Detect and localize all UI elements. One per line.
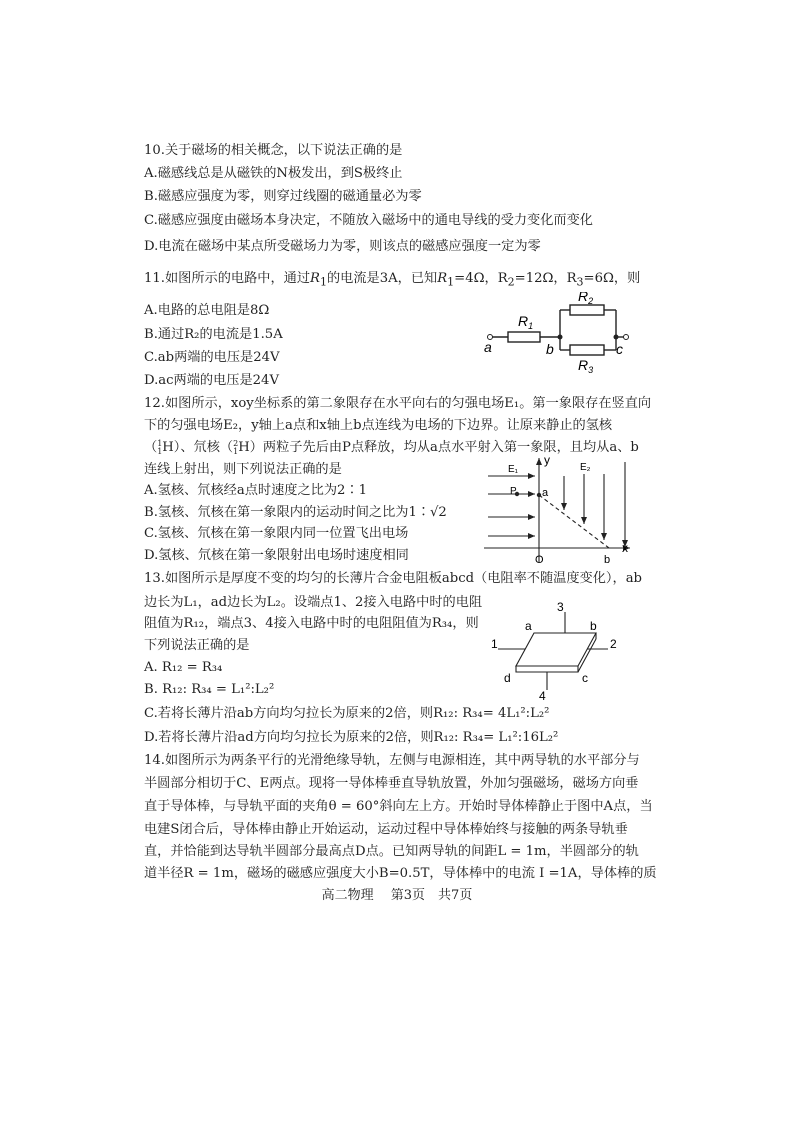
q13-option-b: B. R₁₂: R₃₄ = L₁²:L₂² [144, 682, 275, 697]
origin-label: O [535, 554, 544, 566]
q13-line-3: 阻值为R₁₂，端点3、4接入电路中时的电阻阻值为R₃₄，则 [144, 616, 479, 631]
q11-option-d: D.ac两端的电压是24V [144, 373, 279, 388]
terminal-3-label: 3 [557, 600, 564, 614]
q11-stem: 11.如图所示的电路中，通过$R_1$的电流是3A，已知$R_1=4\Omega$，$R_2=12\Omega$，$R_3=6\Omega$，则 [144, 271, 641, 289]
q11-circuit-diagram [478, 292, 648, 382]
q10-option-d: D.电流在磁场中某点所受磁场力为零，则该点的磁感应强度一定为零 [144, 239, 541, 254]
node-b-label: b [546, 341, 554, 357]
q10-option-b: B.磁感应强度为零，则穿过线圈的磁通量必为零 [144, 189, 422, 204]
q12-line-4: 连线上射出，则下列说法正确的是 [144, 462, 342, 477]
q13-line-2: 边长为L₁，ad边长为L₂。设端点1、2接入电路中时的电阻 [144, 595, 483, 610]
q14-line-2: 半圆部分相切于C、E两点。现将一导体棒垂直导轨放置，外加匀强磁场，磁场方向垂 [144, 776, 639, 791]
q14-line-5: 直，并恰能到达导轨半圆部分最高点D点。已知两导轨的间距L = 1m，半圆部分的轨 [144, 844, 639, 859]
node-a-label: a [484, 339, 492, 355]
q13-line-4: 下列说法正确的是 [144, 638, 250, 653]
q12-option-a: A.氢核、氘核经a点时速度之比为2∶1 [144, 483, 367, 498]
page-footer: 高二物理 第3页 共7页 [321, 888, 473, 903]
r2-label: $R_2$ [578, 292, 594, 306]
q13-option-a: A. R₁₂ = R₃₄ [144, 660, 223, 675]
q12-option-c: C.氢核、氘核在第一象限内同一位置飞出电场 [144, 526, 409, 541]
q10-option-c: C.磁感应强度由磁场本身决定，不随放入磁场中的通电导线的受力变化而变化 [144, 213, 593, 228]
q12-line-2: 下的匀强电场E₂，y轴上a点和x轴上b点连线为电场的下边界。让原来静止的氢核 [144, 418, 613, 433]
point-b-label: b [604, 554, 611, 566]
q13-option-d: D.若将长薄片沿ad方向均匀拉长为原来的2倍，则R₁₂: R₃₄= L₁²:16L₂² [144, 730, 559, 745]
q12-line-1: 12.如图所示，xoy坐标系的第二象限存在水平向右的匀强电场E₁。第一象限存在竖直向 [144, 396, 652, 411]
node-c-label: c [616, 341, 623, 357]
q11-option-b: B.通过R₂的电流是1.5A [144, 327, 283, 342]
hydrogen-isotope-numbers: 1 1 [157, 438, 163, 456]
point-a-label: a [542, 487, 549, 499]
e2-label: E₂ [580, 462, 591, 473]
x-axis-label: x [622, 541, 628, 555]
terminal-2-label: 2 [610, 637, 617, 651]
corner-b-label: b [590, 619, 597, 633]
q10-option-a: A.磁感线总是从磁铁的N极发出，到S极终止 [144, 166, 403, 181]
q12-line-3: （1 1H）、氘核（2 1H）两粒子先后由P点释放，均从a点水平射入第一象限，且均从a、b [144, 438, 639, 456]
e1-label: E₁ [508, 464, 519, 475]
corner-c-label: c [582, 671, 588, 685]
y-axis-label: y [544, 453, 550, 467]
q13-line-1: 13.如图所示是厚度不变的均匀的长薄片合金电阻板abcd（电阻率不随温度变化），ab [144, 571, 642, 586]
q11-option-a: A.电路的总电阻是8Ω [144, 303, 270, 318]
q14-line-6: 道半径R = 1m，磁场的磁感应强度大小B=0.5T，导体棒中的电流 I =1A，导体棒的质 [144, 866, 657, 881]
terminal-1-label: 1 [491, 637, 498, 651]
q12-option-d: D.氢核、氘核在第一象限射出电场时速度相同 [144, 548, 409, 563]
q14-line-3: 直于导体棒，与导轨平面的夹角θ = 60°斜向左上方。开始时导体棒静止于图中A点，当 [144, 799, 653, 814]
q12-field-diagram [480, 452, 640, 567]
corner-a-label: a [525, 619, 532, 633]
q10-stem: 10.关于磁场的相关概念，以下说法正确的是 [144, 143, 403, 158]
q13-option-c: C.若将长薄片沿ab方向均匀拉长为原来的2倍，则R₁₂: R₃₄= 4L₁²:L₂² [144, 706, 550, 721]
point-p-label: P [510, 486, 517, 497]
terminal-4-label: 4 [539, 689, 546, 703]
q14-line-1: 14.如图所示为两条平行的光滑绝缘导轨，左侧与电源相连，其中两导轨的水平部分与 [144, 753, 640, 768]
q14-line-4: 电建S闭合后，导体棒由静止开始运动，运动过程中导体棒始终与接触的两条导轨垂 [144, 822, 628, 837]
corner-d-label: d [504, 671, 511, 685]
r1-label: $R_1$ [518, 313, 534, 331]
q13-plate-diagram [490, 598, 630, 703]
q11-option-c: C.ab两端的电压是24V [144, 350, 280, 365]
r3-label: $R_3$ [578, 357, 594, 375]
deuterium-isotope-numbers: 2 1 [233, 438, 239, 456]
q12-option-b: B.氢核、氘核在第一象限内的运动时间之比为1∶√2 [144, 505, 447, 520]
